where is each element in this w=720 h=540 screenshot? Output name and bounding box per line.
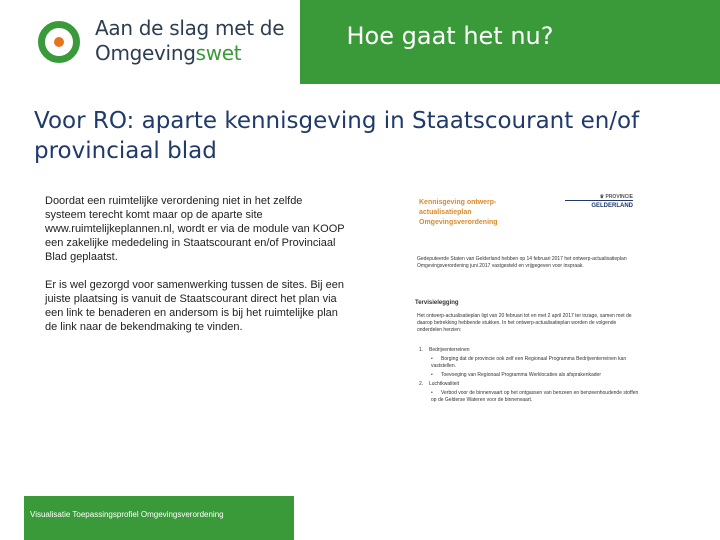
body-text <box>45 194 345 348</box>
notice-document-image <box>405 190 641 420</box>
document-intro: Gedeputeerde Staten van Gelderland hebben op 14 februari 2017 het ontwerp-actualisatieplan Omgevingsverordening juni 2017 vastgesteld en vrijgegeven voor inspraak. <box>417 256 627 269</box>
header-bar <box>0 0 720 84</box>
logo-line1: Aan de slag met de <box>95 16 285 40</box>
logo-line2-b: swet <box>195 41 242 65</box>
header-title: Hoe gaat het nu? <box>346 22 554 50</box>
logo-text <box>95 16 284 66</box>
document-list <box>419 347 639 406</box>
list-item: • Toevoeging van Regionaal Programma Werklocaties als afsprakenkader <box>431 372 601 378</box>
paragraph-1: Doordat een ruimtelijke verordening niet in het zelfde systeem terecht komt maar op de aparte site www.ruimtelijkeplannen.nl, wordt er via de module van KOOP een zakelijke mededeling in Staatscourant en/of Provinciaal Blad geplaatst. <box>45 195 345 263</box>
logo-dot-icon <box>54 37 64 47</box>
list-item: 2. Luchtkwaliteit <box>419 381 460 387</box>
logo-line2-a: Omgeving <box>95 41 196 65</box>
gelderland-logo-text: GELDERLAND <box>591 203 633 209</box>
gelderland-crest-icon: ♛ PROVINCIE <box>599 194 633 200</box>
gelderland-logo <box>565 194 633 209</box>
document-title: Kennisgeving ontwerp-actualisatieplan Omgevingsverordening <box>419 199 498 226</box>
footer-text: Visualisatie Toepassingsprofiel Omgevingsverordening <box>30 510 224 519</box>
document-paragraph: Het ontwerp-actualisatieplan ligt van 20 februari tot en met 2 april 2017 ter inzage, samen met de daarop betrekking hebbende stukken. In het ontwerp-actualisatieplan worden de volgende onderdelen herzien: <box>417 313 632 333</box>
logo-circle-icon <box>38 21 80 63</box>
list-item: • Verbod voor de binnenvaart op het ontgassen van benzeen en benzeenhoudende stoffen op de Gelderse Wateren voor de binnenvaart. <box>431 390 639 403</box>
list-item: 1. Bedrijventerreinen <box>419 347 470 353</box>
footer-bar <box>24 496 294 540</box>
document-heading: Tervisielegging <box>415 300 459 306</box>
paragraph-2: Er is wel gezorgd voor samenwerking tussen de sites. Bij een juiste plaatsing is vanuit de Staatscourant direct het plan via een link te benaderen en andersom is bij het ruimtelijke plan de link naar de bekendmaking te vinden. <box>45 279 344 333</box>
slide-title: Voor RO: aparte kennisgeving in Staatscourant en/of provinciaal blad <box>34 108 640 164</box>
logo[interactable] <box>0 0 300 84</box>
logo-line2 <box>95 41 284 66</box>
list-item: • Borging dat de provincie ook zelf een Regionaal Programma Bedrijventerreinen kan vaststellen. <box>431 356 627 369</box>
